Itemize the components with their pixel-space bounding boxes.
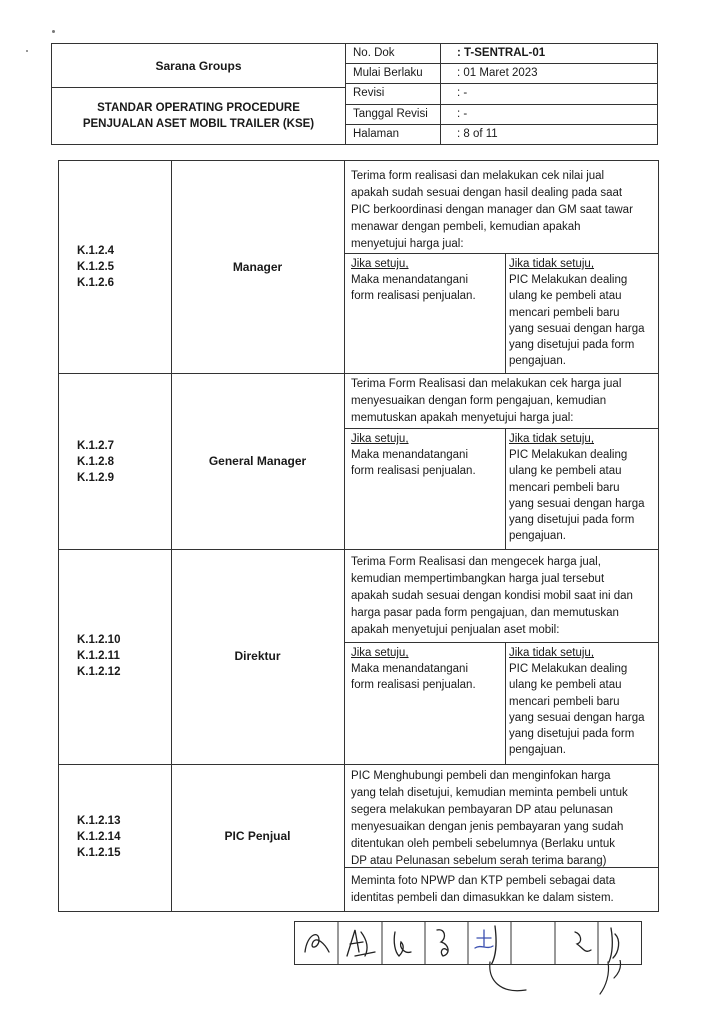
option-heading: Jika tidak setuju, xyxy=(509,258,595,270)
option-line: yang sesuai dengan harga xyxy=(509,322,645,335)
description-line: DP atau Pelunasan sebelum serah terima barang) xyxy=(351,855,607,867)
row-divider xyxy=(59,549,658,550)
description-line: harga pasar pada form pengajuan, dan memutuskan xyxy=(351,607,619,619)
row-codes-pic-penjual xyxy=(77,813,120,861)
option-line: pengajuan. xyxy=(509,530,566,543)
row-codes-general-manager xyxy=(77,438,114,486)
description-line: kemudian mempertimbangkan harga jual tersebut xyxy=(351,573,605,585)
description-line: PIC berkoordinasi dengan manager dan GM saat tawar xyxy=(351,204,633,216)
description-line: menawar dengan pembeli, kemudian apakah xyxy=(351,221,581,233)
role-direktur: Direktur xyxy=(234,649,281,663)
code: K.1.2.14 xyxy=(77,831,121,843)
role-general-manager: General Manager xyxy=(208,454,307,468)
meta-value: : 01 Maret 2023 xyxy=(457,67,538,80)
description-line: menyesuaikan dengan form pengajuan, kemudian xyxy=(351,395,607,407)
header-left xyxy=(52,44,346,144)
code: K.1.2.9 xyxy=(77,472,115,484)
meta-label: Revisi xyxy=(353,87,385,100)
meta-row-page xyxy=(346,125,657,145)
meta-value: : T-SENTRAL-01 xyxy=(457,47,546,59)
role-manager: Manager xyxy=(232,260,283,274)
row-divider xyxy=(59,373,658,374)
option-approve xyxy=(351,645,476,694)
code: K.1.2.15 xyxy=(77,847,121,859)
option-line: mencari pembeli baru xyxy=(509,481,620,494)
option-divider xyxy=(505,428,506,549)
meta-value: : - xyxy=(457,107,468,120)
option-line: PIC Melakukan dealing xyxy=(509,663,628,676)
description-line: segera melakukan pembayaran DP atau pelunasan xyxy=(351,804,613,816)
code: K.1.2.7 xyxy=(77,440,115,452)
option-approve xyxy=(351,431,476,480)
meta-label: No. Dok xyxy=(353,47,395,59)
option-reject xyxy=(509,256,645,369)
code: K.1.2.12 xyxy=(77,666,121,678)
description-line: menyesuaikan dengan jenis pembayaran yang sudah xyxy=(351,821,624,833)
meta-label: Halaman xyxy=(353,127,400,140)
option-line: pengajuan. xyxy=(509,355,566,368)
option-line: yang disetujui pada form xyxy=(509,339,635,352)
option-line: form realisasi penjualan. xyxy=(351,290,476,303)
column-divider xyxy=(344,161,345,911)
description-line: Terima Form Realisasi dan melakukan cek harga jual xyxy=(351,378,622,390)
meta-row-start-date xyxy=(346,64,657,84)
meta-value: : 8 of 11 xyxy=(457,127,498,140)
document-header xyxy=(51,43,658,145)
company-name: Sarana Groups xyxy=(52,44,345,88)
code: K.1.2.11 xyxy=(77,650,120,662)
code: K.1.2.8 xyxy=(77,456,115,468)
procedure-table xyxy=(58,160,659,912)
code: K.1.2.13 xyxy=(77,815,121,827)
option-line: ulang ke pembeli atau xyxy=(509,290,622,303)
option-reject xyxy=(509,645,645,758)
row-codes-direktur xyxy=(77,632,120,680)
option-line: PIC Melakukan dealing xyxy=(509,449,628,462)
meta-row-revision-date xyxy=(346,105,657,125)
code: K.1.2.5 xyxy=(77,261,115,273)
description-line: Terima Form Realisasi dan mengecek harga jual, xyxy=(351,556,601,568)
meta-label: Tanggal Revisi xyxy=(353,107,428,120)
row-codes-manager xyxy=(77,243,114,291)
description-pic-penjual xyxy=(351,768,653,870)
option-approve xyxy=(351,256,476,305)
code: K.1.2.6 xyxy=(77,277,115,289)
header-meta xyxy=(346,44,657,144)
description-pic-penjual-2 xyxy=(351,873,653,907)
option-line: yang sesuai dengan harga xyxy=(509,711,645,724)
description-line: yang telah disetujui, kemudian meminta pembeli untuk xyxy=(351,787,628,799)
option-line: Maka menandatangani xyxy=(351,449,468,462)
description-line: identitas pembeli dan dimasukkan ke dalam sistem. xyxy=(351,892,614,904)
meta-label: Mulai Berlaku xyxy=(353,67,423,80)
description-line: memutuskan apakah menyetujui harga jual: xyxy=(351,412,574,424)
description-line: apakah sudah sesuai dengan kondisi mobil saat ini dan xyxy=(351,590,633,602)
description-manager xyxy=(351,168,653,253)
option-divider xyxy=(505,642,506,764)
document-title xyxy=(52,88,345,144)
meta-row-doc-no xyxy=(346,44,657,64)
option-divider xyxy=(344,642,658,643)
option-heading: Jika setuju, xyxy=(351,258,409,270)
description-line: menyetujui harga jual: xyxy=(351,238,464,250)
signature-tails xyxy=(470,960,670,1024)
option-line: mencari pembeli baru xyxy=(509,306,620,319)
scan-speck xyxy=(52,30,55,33)
option-line: form realisasi penjualan. xyxy=(351,679,476,692)
option-line: yang sesuai dengan harga xyxy=(509,497,645,510)
description-line: apakah menyetujui penjualan aset mobil: xyxy=(351,624,560,636)
meta-value: : - xyxy=(457,87,468,100)
description-line: ditentukan oleh pembeli sebelumnya (Berlaku untuk xyxy=(351,838,616,850)
option-heading: Jika setuju, xyxy=(351,647,409,659)
description-general-manager xyxy=(351,376,653,427)
option-divider xyxy=(505,253,506,373)
option-divider xyxy=(344,253,658,254)
description-line: Terima form realisasi dan melakukan cek nilai jual xyxy=(351,170,605,182)
title-line-2: PENJUALAN ASET MOBIL TRAILER (KSE) xyxy=(82,118,315,130)
row-divider xyxy=(59,764,658,765)
option-line: ulang ke pembeli atau xyxy=(509,679,622,692)
option-line: pengajuan. xyxy=(509,744,566,757)
option-line: Maka menandatangani xyxy=(351,663,468,676)
meta-row-revision xyxy=(346,84,657,104)
description-line: Meminta foto NPWP dan KTP pembeli sebagai data xyxy=(351,875,616,887)
description-direktur xyxy=(351,554,653,639)
option-line: yang disetujui pada form xyxy=(509,514,635,527)
option-line: form realisasi penjualan. xyxy=(351,465,476,478)
description-line: PIC Menghubungi pembeli dan menginfokan harga xyxy=(351,770,611,782)
code: K.1.2.10 xyxy=(77,634,121,646)
option-reject xyxy=(509,431,645,544)
meta-divider xyxy=(440,44,441,144)
option-line: yang disetujui pada form xyxy=(509,728,635,741)
initials-signatures xyxy=(295,922,641,964)
option-heading: Jika tidak setuju, xyxy=(509,433,595,445)
role-pic-penjual: PIC Penjual xyxy=(224,829,291,843)
initials-box xyxy=(294,921,642,965)
option-divider xyxy=(344,428,658,429)
code: K.1.2.4 xyxy=(77,245,115,257)
option-line: mencari pembeli baru xyxy=(509,695,620,708)
option-line: PIC Melakukan dealing xyxy=(509,274,628,287)
title-line-1: STANDAR OPERATING PROCEDURE xyxy=(97,102,300,114)
option-line: Maka menandatangani xyxy=(351,274,468,287)
scan-speck xyxy=(26,50,28,52)
option-heading: Jika setuju, xyxy=(351,433,409,445)
option-line: ulang ke pembeli atau xyxy=(509,465,622,478)
option-heading: Jika tidak setuju, xyxy=(509,647,595,659)
description-line: apakah sudah sesuai dengan hasil dealing pada saat xyxy=(351,187,623,199)
